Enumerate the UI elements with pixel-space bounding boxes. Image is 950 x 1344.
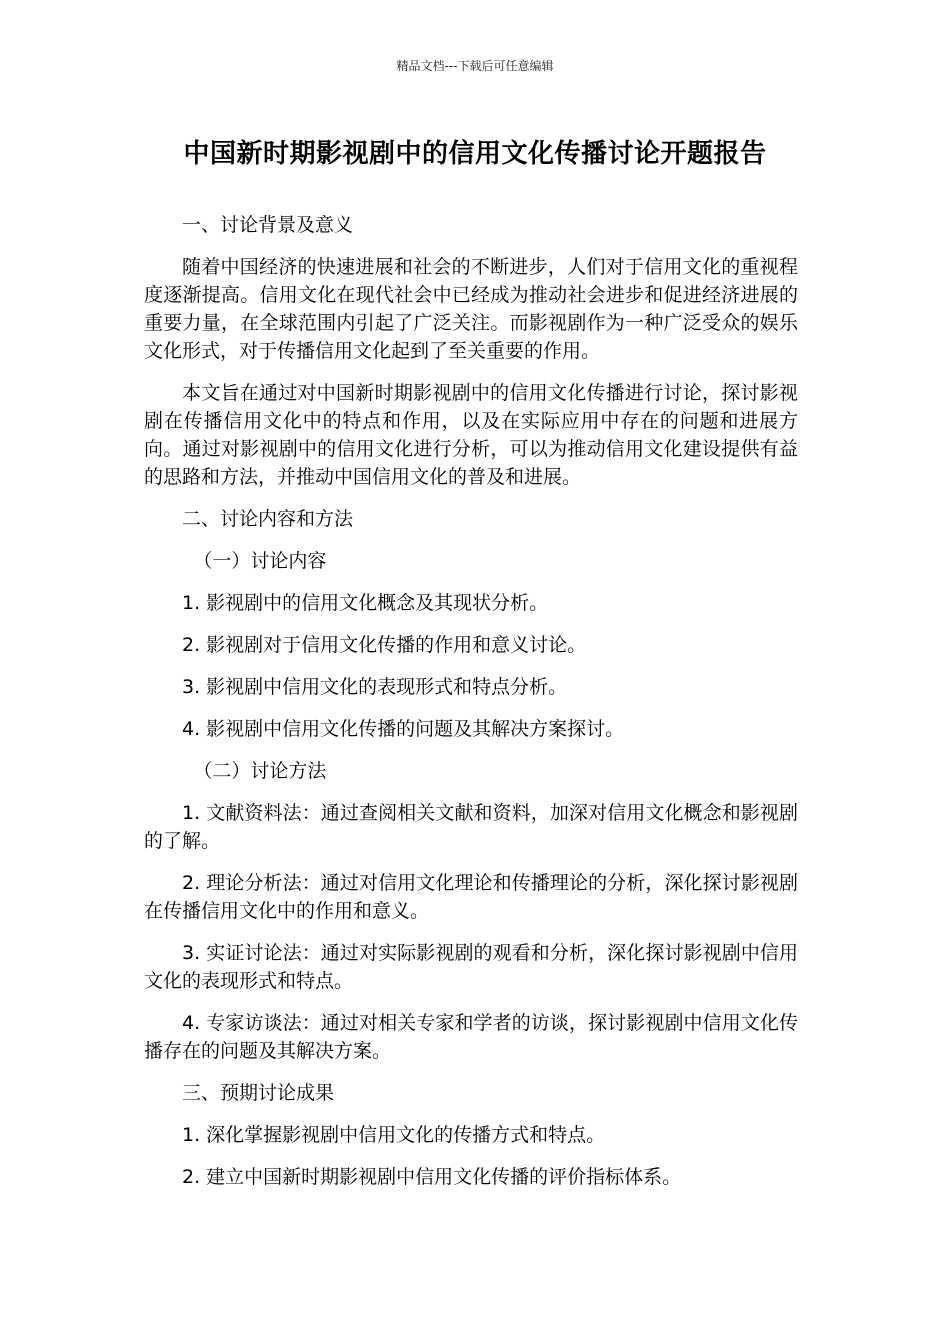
section-heading-expected-results: 三、预期讨论成果 — [182, 1082, 335, 1104]
paragraph-background-1: 随着中国经济的快速进展和社会的不断进步，人们对于信用文化的重视程度逐渐提高。信用文化在现代社会中已经成为推动社会进步和促进经济进展的重要力量，在全球范围内引起了广泛关注。而影视剧作为一种广泛受众的娱乐文化形式，对于传播信用文化起到了至关重要的作用。 — [144, 256, 798, 362]
document-body — [144, 211, 798, 1205]
paragraph-background-2: 本文旨在通过对中国新时期影视剧中的信用文化传播进行讨论，探讨影视剧在传播信用文化中的特点和作用，以及在实际应用中存在的问题和进展方向。通过对影视剧中的信用文化进行分析，可以为推动信用文化建设提供有益的思路和方法，并推动中国信用文化的普及和进展。 — [144, 382, 798, 488]
page-header-note: 精品文档---下载后可任意编辑 — [396, 59, 554, 73]
list-item-method: 2. 理论分析法：通过对信用文化理论和传播理论的分析，深化探讨影视剧在传播信用文化中的作用和意义。 — [144, 872, 798, 922]
list-item-content: 3. 影视剧中信用文化的表现形式和特点分析。 — [182, 676, 568, 698]
list-item-method: 3. 实证讨论法：通过对实际影视剧的观看和分析，深化探讨影视剧中信用文化的表现形式和特点。 — [144, 942, 798, 992]
list-item-content: 4. 影视剧中信用文化传播的问题及其解决方案探讨。 — [182, 718, 625, 740]
section-heading-content-method: 二、讨论内容和方法 — [182, 508, 354, 530]
subheading-content: （一）讨论内容 — [193, 550, 327, 572]
section-heading-background: 一、讨论背景及意义 — [182, 214, 354, 236]
list-item-method: 4. 专家访谈法：通过对相关专家和学者的访谈，探讨影视剧中信用文化传播存在的问题及其解决方案。 — [144, 1012, 798, 1062]
list-item-content: 1. 影视剧中的信用文化概念及其现状分析。 — [182, 592, 549, 614]
document-title: 中国新时期影视剧中的信用文化传播讨论开题报告 — [183, 139, 767, 169]
list-item-result: 2. 建立中国新时期影视剧中信用文化传播的评价指标体系。 — [182, 1166, 682, 1188]
list-item-method: 1. 文献资料法：通过查阅相关文献和资料，加深对信用文化概念和影视剧的了解。 — [144, 802, 798, 852]
list-item-content: 2. 影视剧对于信用文化传播的作用和意义讨论。 — [182, 634, 587, 656]
list-item-result: 1. 深化掌握影视剧中信用文化的传播方式和特点。 — [182, 1124, 606, 1146]
subheading-method: （二）讨论方法 — [193, 760, 327, 782]
